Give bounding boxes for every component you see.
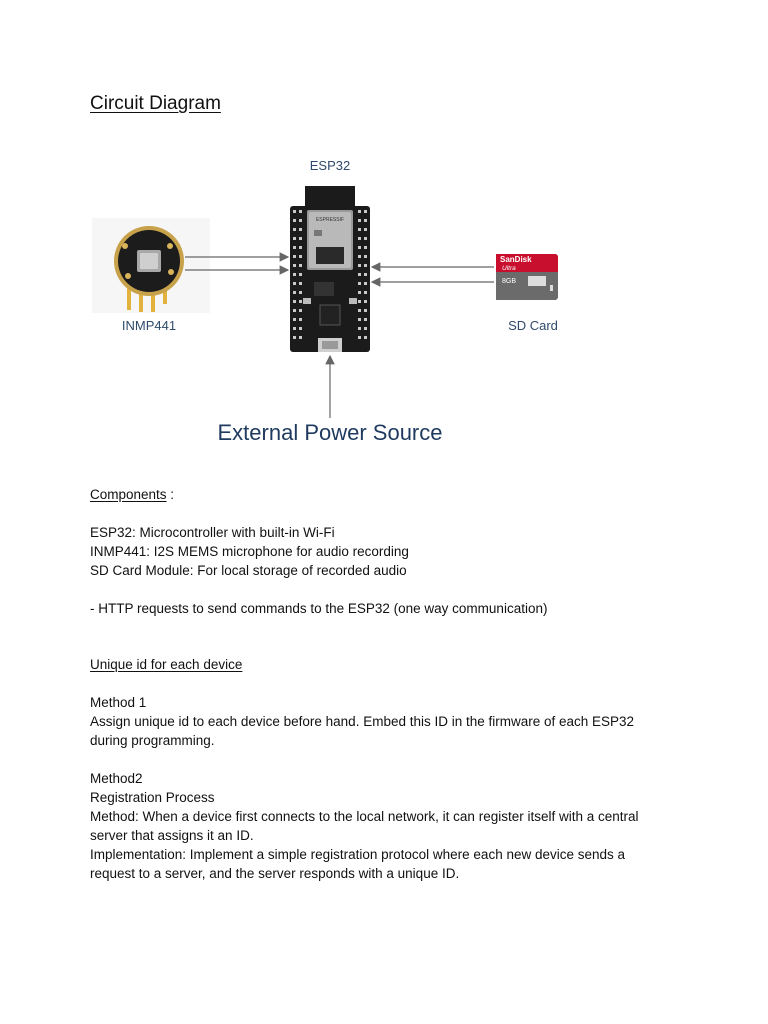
inmp441-image xyxy=(92,218,210,313)
sd-card-label: SD Card xyxy=(508,318,558,333)
esp32-label: ESP32 xyxy=(309,158,351,173)
method2-text-line-3: Implementation: Implement a simple registration protocol where each new device sends a xyxy=(90,847,626,862)
component-item-inmp441: INMP441: I2S MEMS microphone for audio recording xyxy=(90,544,409,559)
method2-title: Method2 xyxy=(90,771,143,786)
components-heading-suffix: : xyxy=(166,487,175,502)
sd-card-capacity: 8GB xyxy=(502,278,517,285)
components-heading: Components xyxy=(90,487,167,502)
components-note: - HTTP requests to send commands to the ESP32 (one way communication) xyxy=(90,601,548,616)
esp32-sticker-brand: ESPRESSIF xyxy=(315,217,345,223)
sd-card-line: Ultra xyxy=(502,265,516,272)
component-item-sd-card: SD Card Module: For local storage of recorded audio xyxy=(90,563,407,578)
method2-subtitle: Registration Process xyxy=(90,790,215,805)
method2-text-line-1: Method: When a device first connects to the local network, it can register itself with a central xyxy=(90,809,639,824)
esp32-board-image xyxy=(290,186,370,352)
inmp441-label: INMP441 xyxy=(121,318,177,333)
component-item-esp32: ESP32: Microcontroller with built-in Wi-Fi xyxy=(90,525,335,540)
spacer xyxy=(90,750,690,769)
spacer xyxy=(90,504,690,523)
method1-text-line-1: Assign unique id to each device before hand. Embed this ID in the firmware of each ESP32 xyxy=(90,714,635,729)
sd-card-image xyxy=(496,254,558,300)
components-section xyxy=(90,485,690,618)
components-heading-line xyxy=(90,485,690,504)
spacer xyxy=(90,580,690,599)
spacer xyxy=(90,674,690,693)
circuit-diagram xyxy=(0,0,768,470)
page-title: Circuit Diagram xyxy=(90,93,221,114)
method2-text-line-2: server that assigns it an ID. xyxy=(90,828,254,843)
method1-text-line-2: during programming. xyxy=(90,733,215,748)
sd-card-brand: SanDisk xyxy=(500,255,532,264)
unique-id-heading: Unique id for each device xyxy=(90,657,243,672)
power-source-label: External Power Source xyxy=(217,420,443,445)
unique-id-section xyxy=(90,655,690,883)
method1-title: Method 1 xyxy=(90,695,147,710)
method2-text-line-4: request to a server, and the server responds with a unique ID. xyxy=(90,866,460,881)
